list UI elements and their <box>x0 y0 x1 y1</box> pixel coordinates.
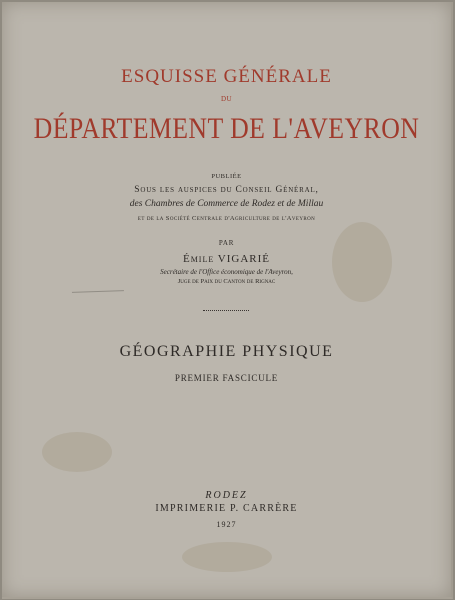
author-role-1: Secrétaire de l'Office économique de l'Aveyron, <box>160 268 293 276</box>
paper-stain <box>182 542 272 572</box>
fascicule-label: PREMIER FASCICULE <box>174 373 279 383</box>
subject-title: GÉOGRAPHIE PHYSIQUE <box>119 343 334 360</box>
par-label: PAR <box>218 239 235 247</box>
title-line-2: DU <box>220 95 233 103</box>
publiee-label: PUBLIÉE <box>211 173 242 180</box>
imprint-printer: IMPRIMERIE P. CARRÈRE <box>155 503 298 514</box>
book-cover <box>2 2 453 599</box>
imprint-city: RODEZ <box>205 490 248 501</box>
title-main: DÉPARTEMENT DE L'AVEYRON <box>33 112 420 145</box>
author-name: Émile VIGARIÉ <box>182 253 271 265</box>
chambres-line: des Chambres de Commerce de Rodez et de Millau <box>129 199 324 209</box>
pencil-mark <box>72 290 124 296</box>
author-role-2: Juge de Paix du Canton de Rignac <box>177 278 276 285</box>
divider-rule <box>203 310 249 311</box>
societe-line: et de la Société Centrale d'Agriculture de l'Aveyron <box>137 215 316 222</box>
paper-stain <box>42 432 112 472</box>
auspices-line: Sous les auspices du Conseil Général, <box>134 185 319 195</box>
imprint-year: 1927 <box>216 520 237 529</box>
title-line-1: ESQUISSE GÉNÉRALE <box>121 66 332 87</box>
